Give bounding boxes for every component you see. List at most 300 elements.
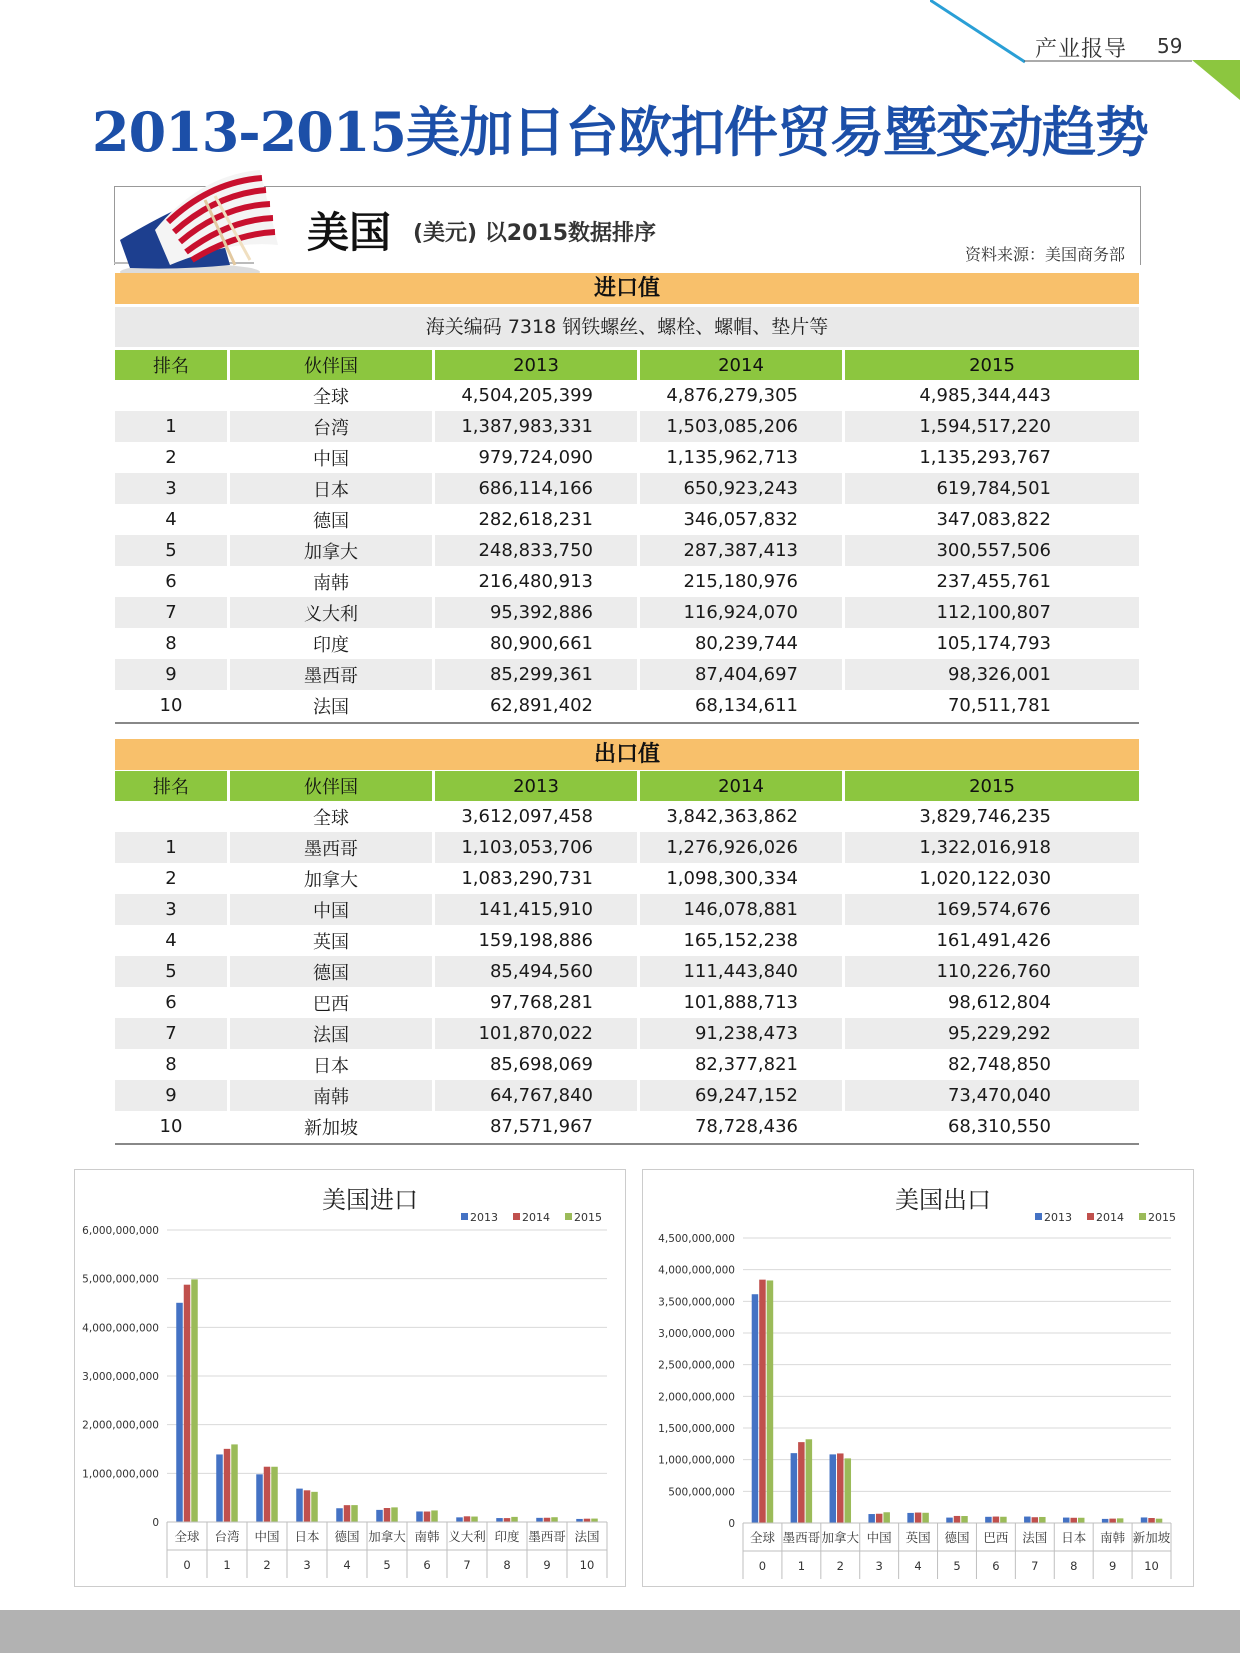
rank-cell: 9 bbox=[115, 659, 230, 690]
bar bbox=[536, 1518, 543, 1522]
bar bbox=[416, 1511, 423, 1522]
value-cell: 62,891,402 bbox=[435, 690, 640, 721]
table-row bbox=[115, 801, 1139, 832]
table-row bbox=[115, 473, 1139, 504]
bar bbox=[1039, 1517, 1046, 1523]
value-cell: 1,098,300,334 bbox=[640, 863, 845, 894]
value-cell: 69,247,152 bbox=[640, 1080, 845, 1111]
value-cell: 1,503,085,206 bbox=[640, 411, 845, 442]
bar bbox=[184, 1285, 191, 1522]
bar bbox=[954, 1516, 961, 1523]
rank-cell: 5 bbox=[115, 535, 230, 566]
table-row bbox=[115, 690, 1139, 721]
value-cell: 4,504,205,399 bbox=[435, 380, 640, 411]
value-cell: 95,392,886 bbox=[435, 597, 640, 628]
bar bbox=[883, 1512, 890, 1523]
table-row bbox=[115, 411, 1139, 442]
value-cell: 619,784,501 bbox=[845, 473, 1139, 504]
bar bbox=[176, 1303, 183, 1522]
value-cell: 300,557,506 bbox=[845, 535, 1139, 566]
x-tick-label: 加拿大 bbox=[368, 1529, 406, 1544]
bar bbox=[798, 1442, 805, 1523]
bar bbox=[915, 1513, 922, 1523]
x-tick-label: 加拿大 bbox=[821, 1530, 860, 1545]
value-cell: 237,455,761 bbox=[936, 571, 1051, 592]
rank-cell: 1 bbox=[115, 411, 230, 442]
rank-cell: 10 bbox=[115, 690, 230, 721]
x-index-label: 8 bbox=[1070, 1559, 1078, 1573]
value-cell: 101,870,022 bbox=[435, 1018, 640, 1049]
export-table-title: 出口值 bbox=[115, 739, 1139, 770]
y-tick-label: 4,500,000,000 bbox=[658, 1233, 735, 1245]
import-table-subtitle: 海关编码 7318 钢铁螺丝、螺栓、螺帽、垫片等 bbox=[115, 307, 1139, 347]
value-cell: 87,404,697 bbox=[640, 659, 845, 690]
bar bbox=[961, 1516, 968, 1523]
x-index-label: 0 bbox=[758, 1559, 767, 1573]
partner-cell: 中国 bbox=[230, 894, 435, 925]
table-row bbox=[115, 628, 1139, 659]
x-index-label: 2 bbox=[836, 1559, 844, 1573]
bar bbox=[256, 1474, 263, 1522]
column-header: 2014 bbox=[640, 350, 845, 380]
x-index-label: 8 bbox=[503, 1558, 511, 1572]
x-tick-label: 德国 bbox=[944, 1530, 970, 1545]
column-header: 伙伴国 bbox=[230, 771, 435, 801]
rank-cell: 2 bbox=[115, 442, 230, 473]
partner-cell: 日本 bbox=[230, 473, 435, 504]
value-cell: 287,387,413 bbox=[640, 535, 845, 566]
y-tick-label: 2,500,000,000 bbox=[658, 1359, 735, 1372]
partner-cell: 法国 bbox=[230, 690, 435, 721]
bar bbox=[431, 1510, 438, 1522]
value-cell: 64,767,840 bbox=[435, 1080, 640, 1111]
legend-swatch bbox=[565, 1213, 572, 1220]
legend-swatch bbox=[513, 1213, 520, 1220]
rank-cell bbox=[115, 801, 230, 832]
value-cell: 80,239,744 bbox=[640, 628, 845, 659]
legend-swatch bbox=[461, 1213, 468, 1220]
x-index-label: 3 bbox=[875, 1559, 883, 1573]
partner-cell: 全球 bbox=[230, 801, 435, 832]
bar bbox=[551, 1517, 558, 1522]
partner-cell: 台湾 bbox=[230, 411, 435, 442]
rank-cell: 7 bbox=[115, 1018, 230, 1049]
bar bbox=[311, 1492, 318, 1522]
table-row bbox=[115, 535, 1139, 566]
y-tick-label: 1,500,000,000 bbox=[658, 1423, 735, 1435]
bar bbox=[231, 1444, 238, 1522]
table-row bbox=[115, 956, 1139, 987]
bar bbox=[336, 1508, 343, 1522]
bar bbox=[271, 1467, 278, 1522]
column-header: 伙伴国 bbox=[230, 350, 435, 380]
value-cell: 1,276,926,026 bbox=[640, 832, 845, 863]
bar bbox=[1102, 1519, 1109, 1523]
legend-swatch bbox=[1035, 1213, 1042, 1220]
bar bbox=[216, 1454, 223, 1522]
x-tick-label: 台湾 bbox=[214, 1529, 240, 1544]
value-cell: 112,100,807 bbox=[845, 597, 1139, 628]
bar bbox=[264, 1467, 271, 1522]
x-index-label: 5 bbox=[383, 1558, 391, 1572]
value-cell: 146,078,881 bbox=[640, 894, 845, 925]
rank-cell: 9 bbox=[115, 1080, 230, 1111]
bar bbox=[1148, 1518, 1155, 1523]
bar bbox=[1032, 1517, 1039, 1523]
x-index-label: 5 bbox=[953, 1559, 961, 1573]
x-tick-label: 全球 bbox=[749, 1530, 775, 1545]
bar bbox=[464, 1516, 471, 1522]
table-row bbox=[115, 504, 1139, 535]
x-index-label: 4 bbox=[914, 1559, 922, 1573]
us-flag-book-icon bbox=[110, 160, 285, 285]
bar bbox=[304, 1490, 311, 1522]
column-header: 排名 bbox=[115, 350, 230, 380]
y-tick-label: 4,000,000,000 bbox=[658, 1264, 735, 1277]
partner-cell: 墨西哥 bbox=[230, 659, 435, 690]
rank-cell: 10 bbox=[115, 1111, 230, 1142]
export-chart-svg bbox=[643, 1170, 1193, 1586]
x-tick-label: 中国 bbox=[254, 1529, 280, 1544]
partner-cell: 墨西哥 bbox=[230, 832, 435, 863]
x-tick-label: 巴西 bbox=[983, 1530, 1009, 1545]
divider bbox=[115, 722, 1139, 724]
value-cell: 169,574,676 bbox=[845, 894, 1139, 925]
x-index-label: 0 bbox=[183, 1558, 191, 1572]
x-index-label: 10 bbox=[1144, 1559, 1159, 1573]
value-cell: 650,923,243 bbox=[640, 473, 845, 504]
bar bbox=[845, 1458, 852, 1523]
value-cell: 73,470,040 bbox=[845, 1080, 1139, 1111]
bar bbox=[791, 1453, 798, 1523]
bar bbox=[591, 1519, 598, 1522]
partner-cell: 南韩 bbox=[230, 1080, 435, 1111]
rank-cell: 8 bbox=[115, 1049, 230, 1080]
value-cell: 3,612,097,458 bbox=[435, 801, 640, 832]
rank-cell: 7 bbox=[115, 597, 230, 628]
y-tick-label: 3,000,000,000 bbox=[82, 1371, 159, 1383]
value-cell: 70,511,781 bbox=[947, 695, 1051, 716]
x-index-label: 6 bbox=[992, 1559, 1000, 1573]
rank-cell: 2 bbox=[115, 863, 230, 894]
rank-cell: 6 bbox=[115, 987, 230, 1018]
value-cell: 101,888,713 bbox=[640, 987, 845, 1018]
value-cell: 85,299,361 bbox=[435, 659, 640, 690]
value-cell: 95,229,292 bbox=[845, 1018, 1139, 1049]
y-tick-label: 0 bbox=[728, 1518, 735, 1530]
table-header-row bbox=[115, 350, 1139, 380]
rank-cell: 8 bbox=[115, 628, 230, 659]
bar bbox=[224, 1449, 231, 1522]
y-tick-label: 1,000,000,000 bbox=[82, 1468, 159, 1481]
y-tick-label: 3,000,000,000 bbox=[658, 1328, 735, 1340]
value-cell: 3,829,746,235 bbox=[919, 806, 1051, 827]
x-index-label: 9 bbox=[1108, 1559, 1117, 1573]
x-tick-label: 南韩 bbox=[414, 1529, 440, 1544]
value-cell: 347,083,822 bbox=[936, 509, 1051, 530]
column-header: 排名 bbox=[115, 771, 230, 801]
divider bbox=[115, 1143, 1139, 1145]
bar bbox=[946, 1518, 953, 1523]
rank-cell: 1 bbox=[115, 832, 230, 863]
x-tick-label: 法国 bbox=[1022, 1530, 1048, 1545]
table-row bbox=[115, 380, 1139, 411]
table-row bbox=[115, 659, 1139, 690]
chart-title: 美国进口 bbox=[322, 1186, 418, 1214]
value-cell: 979,724,090 bbox=[435, 442, 640, 473]
bar bbox=[922, 1513, 929, 1523]
value-cell: 1,322,016,918 bbox=[845, 832, 1139, 863]
value-cell: 4,985,344,443 bbox=[919, 385, 1051, 406]
x-tick-label: 新加坡 bbox=[1132, 1530, 1171, 1545]
chart-title: 美国出口 bbox=[895, 1186, 991, 1214]
value-cell: 1,594,517,220 bbox=[845, 411, 1139, 442]
value-cell: 97,768,281 bbox=[435, 987, 640, 1018]
x-index-label: 9 bbox=[543, 1558, 551, 1572]
rank-cell bbox=[115, 380, 230, 411]
value-cell: 116,924,070 bbox=[640, 597, 845, 628]
partner-cell: 加拿大 bbox=[230, 535, 435, 566]
y-tick-label: 2,000,000,000 bbox=[658, 1391, 735, 1404]
value-cell: 87,571,967 bbox=[435, 1111, 640, 1142]
x-index-label: 6 bbox=[423, 1558, 431, 1572]
bar bbox=[1078, 1518, 1085, 1523]
table-row bbox=[115, 1049, 1139, 1080]
partner-cell: 德国 bbox=[230, 504, 435, 535]
x-tick-label: 印度 bbox=[494, 1529, 520, 1544]
bar bbox=[504, 1518, 511, 1522]
legend-label: 2014 bbox=[522, 1211, 550, 1224]
partner-cell: 加拿大 bbox=[230, 863, 435, 894]
value-cell: 3,842,363,862 bbox=[640, 801, 845, 832]
bar bbox=[344, 1505, 351, 1522]
table-row bbox=[115, 1018, 1139, 1049]
x-tick-label: 中国 bbox=[866, 1530, 892, 1545]
x-tick-label: 墨西哥 bbox=[782, 1530, 821, 1545]
value-cell: 85,698,069 bbox=[435, 1049, 640, 1080]
value-cell: 80,900,661 bbox=[435, 628, 640, 659]
bar bbox=[1063, 1518, 1070, 1523]
x-tick-label: 法国 bbox=[574, 1529, 600, 1544]
partner-cell: 德国 bbox=[230, 956, 435, 987]
bar bbox=[1156, 1519, 1163, 1523]
x-tick-label: 日本 bbox=[1061, 1530, 1087, 1545]
value-cell: 346,057,832 bbox=[640, 504, 845, 535]
value-cell: 105,174,793 bbox=[936, 633, 1051, 654]
bar bbox=[767, 1280, 774, 1523]
rank-cell: 4 bbox=[115, 925, 230, 956]
table-header-row bbox=[115, 771, 1139, 801]
bar bbox=[752, 1294, 759, 1523]
import-table-title: 进口值 bbox=[115, 273, 1139, 304]
import-chart-svg bbox=[75, 1170, 625, 1586]
bar bbox=[837, 1453, 844, 1523]
y-tick-label: 6,000,000,000 bbox=[82, 1225, 159, 1237]
rank-cell: 4 bbox=[115, 504, 230, 535]
export-chart bbox=[642, 1169, 1194, 1587]
value-cell: 141,415,910 bbox=[435, 894, 640, 925]
bar bbox=[384, 1508, 391, 1522]
import-chart bbox=[74, 1169, 626, 1587]
bar bbox=[296, 1489, 303, 1522]
value-cell: 215,180,976 bbox=[640, 566, 845, 597]
value-cell: 82,748,850 bbox=[947, 1054, 1051, 1075]
value-cell: 161,491,426 bbox=[936, 930, 1051, 951]
legend-swatch bbox=[1087, 1213, 1094, 1220]
value-cell: 282,618,231 bbox=[435, 504, 640, 535]
partner-cell: 中国 bbox=[230, 442, 435, 473]
y-tick-label: 2,000,000,000 bbox=[82, 1419, 159, 1432]
legend-label: 2013 bbox=[470, 1211, 498, 1224]
bar bbox=[376, 1510, 383, 1522]
y-tick-label: 500,000,000 bbox=[668, 1486, 735, 1499]
value-cell: 110,226,760 bbox=[845, 956, 1139, 987]
bar bbox=[351, 1505, 358, 1522]
partner-cell: 新加坡 bbox=[230, 1111, 435, 1142]
page-title: 2013-2015美加日台欧扣件贸易暨变动趋势 bbox=[92, 100, 1148, 164]
value-cell: 1,103,053,706 bbox=[435, 832, 640, 863]
rank-cell: 3 bbox=[115, 894, 230, 925]
x-tick-label: 英国 bbox=[905, 1530, 931, 1545]
bar bbox=[907, 1513, 914, 1523]
legend-label: 2015 bbox=[1148, 1211, 1176, 1224]
y-tick-label: 1,000,000,000 bbox=[658, 1454, 735, 1467]
x-tick-label: 南韩 bbox=[1100, 1530, 1126, 1545]
value-cell: 686,114,166 bbox=[435, 473, 640, 504]
table-row bbox=[115, 863, 1139, 894]
x-index-label: 2 bbox=[263, 1558, 271, 1572]
partner-cell: 法国 bbox=[230, 1018, 435, 1049]
value-cell: 1,083,290,731 bbox=[435, 863, 640, 894]
value-cell: 216,480,913 bbox=[435, 566, 640, 597]
bar bbox=[1109, 1519, 1116, 1523]
rank-cell: 6 bbox=[115, 566, 230, 597]
footer-band bbox=[0, 1610, 1240, 1653]
x-index-label: 10 bbox=[579, 1558, 595, 1572]
value-cell: 111,443,840 bbox=[640, 956, 845, 987]
bar bbox=[868, 1514, 875, 1523]
value-cell: 78,728,436 bbox=[640, 1111, 845, 1142]
x-index-label: 7 bbox=[463, 1558, 471, 1572]
export-table bbox=[115, 771, 1139, 1142]
table-row bbox=[115, 894, 1139, 925]
column-header: 2014 bbox=[640, 771, 845, 801]
y-tick-label: 4,000,000,000 bbox=[82, 1322, 159, 1335]
y-tick-label: 3,500,000,000 bbox=[658, 1296, 735, 1309]
table-row bbox=[115, 1111, 1139, 1142]
bar bbox=[391, 1507, 398, 1522]
y-tick-label: 5,000,000,000 bbox=[82, 1273, 159, 1286]
bar bbox=[1070, 1518, 1077, 1523]
table-row bbox=[115, 1080, 1139, 1111]
table-row bbox=[115, 925, 1139, 956]
legend-swatch bbox=[1139, 1213, 1146, 1220]
bar bbox=[544, 1518, 551, 1522]
partner-cell: 印度 bbox=[230, 628, 435, 659]
value-cell: 165,152,238 bbox=[640, 925, 845, 956]
page-number: 59 bbox=[1157, 34, 1183, 58]
import-table bbox=[115, 350, 1139, 721]
column-header: 2015 bbox=[845, 771, 1139, 801]
legend-label: 2013 bbox=[1044, 1211, 1072, 1224]
bar bbox=[806, 1439, 813, 1523]
partner-cell: 日本 bbox=[230, 1049, 435, 1080]
value-cell: 248,833,750 bbox=[435, 535, 640, 566]
column-header: 2015 bbox=[845, 350, 1139, 380]
legend-label: 2015 bbox=[574, 1211, 602, 1224]
bar bbox=[1141, 1517, 1148, 1523]
value-cell: 98,326,001 bbox=[845, 659, 1139, 690]
value-cell: 68,134,611 bbox=[640, 690, 845, 721]
x-tick-label: 德国 bbox=[334, 1529, 360, 1544]
column-header: 2013 bbox=[435, 350, 640, 380]
table-row bbox=[115, 597, 1139, 628]
rank-cell: 3 bbox=[115, 473, 230, 504]
partner-cell: 巴西 bbox=[230, 987, 435, 1018]
x-tick-label: 义大利 bbox=[448, 1529, 486, 1544]
table-row bbox=[115, 987, 1139, 1018]
column-header: 2013 bbox=[435, 771, 640, 801]
table-row bbox=[115, 566, 1139, 597]
x-index-label: 7 bbox=[1031, 1559, 1039, 1573]
value-cell: 1,135,962,713 bbox=[640, 442, 845, 473]
x-tick-label: 墨西哥 bbox=[528, 1529, 566, 1544]
x-index-label: 3 bbox=[303, 1558, 311, 1572]
table-row bbox=[115, 442, 1139, 473]
bar bbox=[759, 1280, 766, 1523]
value-cell: 82,377,821 bbox=[640, 1049, 845, 1080]
value-cell: 91,238,473 bbox=[640, 1018, 845, 1049]
bar bbox=[876, 1514, 883, 1523]
bar bbox=[471, 1517, 478, 1522]
value-cell: 4,876,279,305 bbox=[640, 380, 845, 411]
value-cell: 1,387,983,331 bbox=[435, 411, 640, 442]
value-cell: 85,494,560 bbox=[435, 956, 640, 987]
data-source: 资料来源：美国商务部 bbox=[965, 245, 1126, 264]
value-cell: 1,135,293,767 bbox=[919, 447, 1051, 468]
bar bbox=[496, 1518, 503, 1522]
rank-cell: 5 bbox=[115, 956, 230, 987]
x-tick-label: 全球 bbox=[174, 1529, 200, 1544]
bar bbox=[985, 1517, 992, 1523]
value-cell: 68,310,550 bbox=[947, 1116, 1051, 1137]
value-cell: 98,612,804 bbox=[947, 992, 1051, 1013]
legend-label: 2014 bbox=[1096, 1211, 1124, 1224]
y-tick-label: 0 bbox=[152, 1517, 159, 1529]
country-name: 美国 bbox=[307, 208, 392, 257]
bar bbox=[993, 1517, 1000, 1523]
bar bbox=[424, 1512, 431, 1522]
x-index-label: 4 bbox=[343, 1558, 351, 1572]
bar bbox=[830, 1454, 837, 1523]
partner-cell: 全球 bbox=[230, 380, 435, 411]
partner-cell: 南韩 bbox=[230, 566, 435, 597]
value-cell: 159,198,886 bbox=[435, 925, 640, 956]
partner-cell: 英国 bbox=[230, 925, 435, 956]
bar bbox=[1117, 1518, 1124, 1523]
page-section-label: 产业报导 bbox=[1035, 37, 1128, 62]
table-row bbox=[115, 832, 1139, 863]
x-tick-label: 日本 bbox=[294, 1529, 320, 1544]
bar bbox=[1024, 1517, 1031, 1523]
value-cell: 1,020,122,030 bbox=[919, 868, 1051, 889]
bar bbox=[191, 1279, 198, 1522]
bar bbox=[456, 1517, 463, 1522]
bar bbox=[1000, 1517, 1007, 1523]
partner-cell: 义大利 bbox=[230, 597, 435, 628]
x-index-label: 1 bbox=[223, 1558, 231, 1572]
country-subtitle: (美元) 以2015数据排序 bbox=[413, 221, 656, 246]
